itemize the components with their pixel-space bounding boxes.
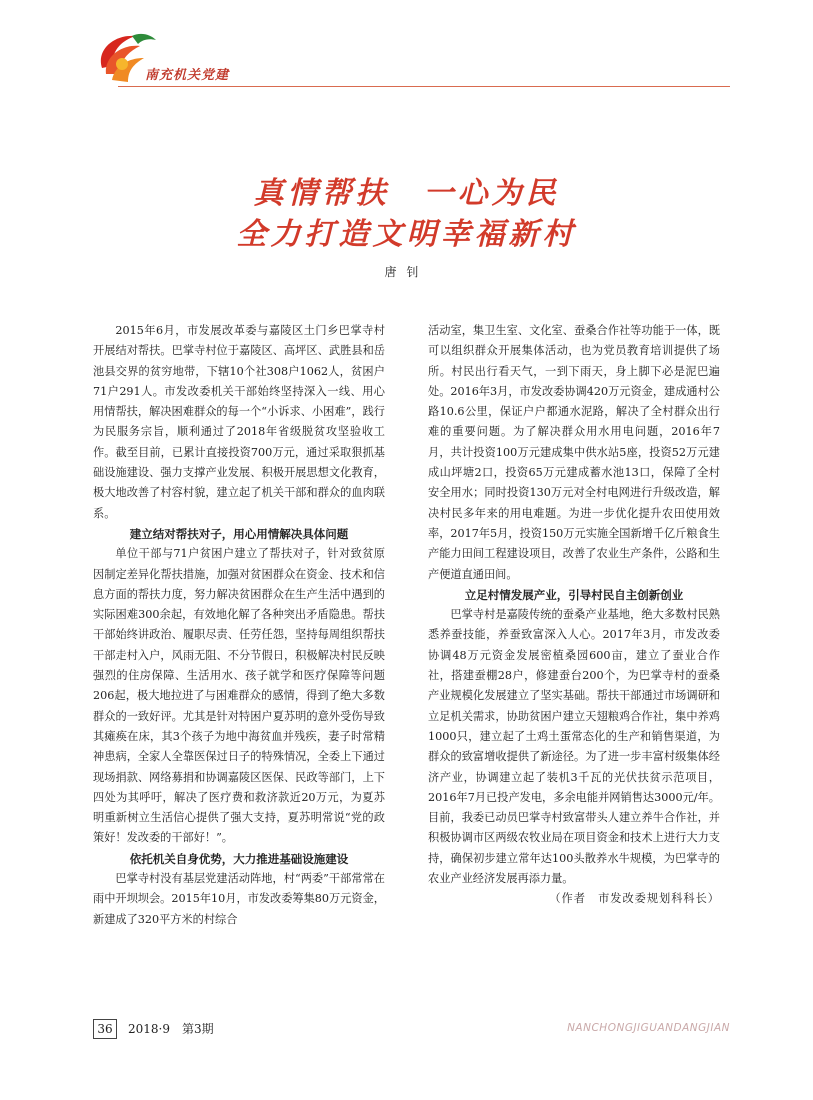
section-title: 南充机关党建 [145, 68, 230, 83]
section-heading: 依托机关自身优势，大力推进基础设施建设 [129, 851, 349, 866]
section-heading: 立足村情发展产业，引导村民自主创新创业 [464, 587, 684, 602]
magazine-name: NANCHONGJIGUANDANGJIAN [567, 1022, 730, 1034]
author-signature: （作者 市发改委规划科科长） [549, 892, 720, 906]
paragraph: 巴掌寺村没有基层党建活动阵地，村“两委”干部常常在雨中开坝坝会。2015年10月，市发改委筹集80万元资金，新建成了320平方米的村综合 [93, 872, 385, 926]
header-divider [118, 86, 730, 87]
section-heading: 建立结对帮扶对子，用心用情解决具体问题 [129, 526, 349, 541]
article-author: 唐钊 [384, 265, 429, 279]
article-title-line2: 全力打造文明幸福新村 [236, 217, 577, 252]
issue-info: 2018·9 第3期 [128, 1022, 214, 1036]
page-number: 36 [93, 1019, 117, 1039]
article-title-line1: 真情帮扶 一心为民 [253, 176, 560, 211]
paragraph: 巴掌寺村是嘉陵传统的蚕桑产业基地，绝大多数村民熟悉养蚕技能，养蚕致富深入人心。2017年3月，市发改委协调48万元资金发展密植桑园600亩，建立了蚕业合作社，搭建蚕棚28户，修建蚕台200个，为巴掌寺村的蚕桑产业规模化发展建立了坚实基础。帮扶干部通过市场调研和立足机关需求，协助贫困户建立天翅粮鸡合作社，集中养鸡1000只，建立起了土鸡土蛋常态化的生产和销售渠道，为群众的致富增收提供了新途径。为了进一步丰富村级集体经济产业，协调建立起了装机3千瓦的光伏扶贫示范项目，2016年7月已投产发电，多余电能并网销售达3000元/年。目前，我委已动员巴掌寺村致富带头人建立养牛合作社，并积极协调市区两级农牧业局在项目资金和技术上进行大力支持，确保初步建立常年达100头散养水牛规模，为巴掌寺的农业产业经济发展再添力量。 [428, 608, 720, 886]
paragraph: 单位干部与71户贫困户建立了帮扶对子，针对致贫原因制定差异化帮扶措施，加强对贫困群众在资金、技术和信息方面的帮扶力度，努力解决贫困群众在生产生活中遇到的实际困难300余起，有效地化解了各种突出矛盾隐患。帮扶干部始终讲政治、履职尽责、任劳任怨，坚持每周组织帮扶干部走村入户，风雨无阻、不分节假日，积极解决村民反映强烈的住房保障、生活用水、孩子就学和医疗保障等问题206起，极大地拉进了与困难群众的感情，得到了绝大多数群众的一致好评。尤其是针对特困户夏苏明的意外受伤导致其瘫痪在床，其3个孩子为地中海贫血并残疾，妻子时常精神患病，全家人全靠医保过日子的特殊情况，全委上下通过现场捐款、网络募捐和协调嘉陵区医保、民政等部门，上下四处为其呼吁，解决了医疗费和救济款近20万元，为夏苏明重新树立生活信心提供了强大支持，夏苏明常说“党的政策好！发改委的干部好！”。 [93, 547, 385, 845]
body-column-left [93, 321, 385, 930]
rooster-leaf-logo-icon [92, 28, 164, 94]
body-column-right [428, 321, 720, 910]
paragraph: 活动室，集卫生室、文化室、蚕桑合作社等功能于一体，既可以组织群众开展集体活动，也为党员教育培训提供了场所。村民出行看天气，一到下雨天，身上脚下必是泥巴遍处。2016年3月，市发改委协调420万元资金，建成通村公路10.6公里，保证户户都通水泥路，解决了全村群众出行难的重要问题。为了解决群众用水用电问题，2016年7月，共计投资100万元建成集中供水站5座，投资52万元建成山坪塘2口，投资65万元建成蓄水池13口，保障了全村安全用水；同时投资130万元对全村电网进行升级改造，解决村民多年来的用电难题。为进一步优化提升农田使用效率，2017年5月，投资150万元实施全国新增千亿斤粮食生产能力田间工程建设项目，改善了农业生产条件，公路和生产便道直通田间。 [428, 324, 720, 581]
paragraph: 2015年6月，市发展改革委与嘉陵区土门乡巴掌寺村开展结对帮扶。巴掌寺村位于嘉陵区、高坪区、武胜县和岳池县交界的贫穷地带，下辖10个社308户1062人，贫困户71户291人。市发改委机关干部始终坚持深入一线、用心用情帮扶，解决困难群众的每一个“小诉求、小困难”，践行为民服务宗旨，顺利通过了2018年省级脱贫攻坚验收工作。截至目前，已累计直接投资700万元，通过采取狠抓基础设施建设、强力支撑产业发展、积极开展思想文化教育，极大地改善了村容村貌，建立起了机关干部和群众的血肉联系。 [93, 324, 385, 520]
